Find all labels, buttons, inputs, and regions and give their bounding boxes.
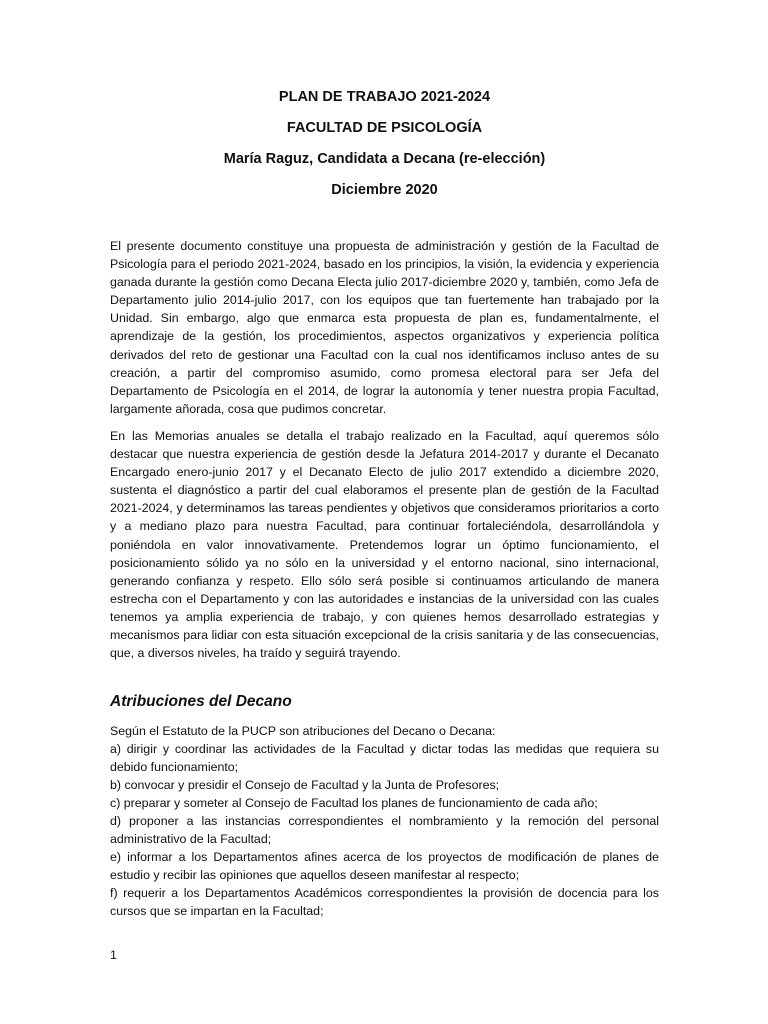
list-item: d) proponer a las instancias correspondientes el nombramiento y la remoción del personal administrativo de la Facultad; [110, 814, 659, 847]
section-heading: Atribuciones del Decano [110, 693, 292, 711]
title-block [110, 88, 659, 199]
candidate-line: María Raguz, Candidata a Decana (re-elección) [223, 151, 546, 167]
intro-paragraph: El presente documento constituye una propuesta de administración y gestión de la Facultad de Psicología para el periodo 2021-2024, basado en los principios, la visión, la evidencia y experiencia ganada durante la gestión como Decana Electa julio 2017-diciembre 2020 y, también, como Jefa de Departamento julio 2014-julio 2017, con los equipos que tan fuertemente han trabajado por la Unidad. Sin embargo, algo que enmarca esta propuesta de plan es, fundamentalmente, el aprendizaje de la gestión, los procedimientos, aspectos organizativos y experiencia política derivados del reto de gestionar una Facultad con la cual nos identificamos incluso antes de su creación, a partir del compromiso asumido, como promesa electoral para ser Jefa del Departamento de Psicología en el 2014, de lograr la autonomía y tener nuestra propia Facultad, largamente añorada, cosa que pudimos concretar. [110, 239, 659, 416]
list-item: f) requerir a los Departamentos Académicos correspondientes la provisión de docencia para los cursos que se impartan en la Facultad; [110, 886, 659, 919]
list-item: c) preparar y someter al Consejo de Facultad los planes de funcionamiento de cada año; [110, 796, 598, 811]
document-date: Diciembre 2020 [331, 182, 438, 198]
list-item: a) dirigir y coordinar las actividades de la Facultad y dictar todas las medidas que requiera su debido funcionamiento; [110, 742, 659, 775]
page-number: 1 [110, 948, 117, 962]
list-item: e) informar a los Departamentos afines acerca de los proyectos de modificación de planes de estudio y recibir las opiniones que aquellos deseen manifestar al respecto; [110, 850, 659, 883]
list-item: b) convocar y presidir el Consejo de Facultad y la Junta de Profesores; [110, 778, 500, 793]
memorias-paragraph: En las Memorias anuales se detalla el trabajo realizado en la Facultad, aquí queremos sólo destacar que nuestra experiencia de gestión desde la Jefatura 2014-2017 y durante el Decanato Encargado enero-junio 2017 y el Decanato Electo de julio 2017 extendido a diciembre 2020, sustenta el diagnóstico a partir del cual elaboramos el presente plan de gestión de la Facultad 2021-2024, y determinamos las tareas pendientes y objetivos que consideramos prioritarios a corto y a mediano plazo para nuestra Facultad, para continuar fortaleciéndola, desarrollándola y poniéndola en valor innovativamente. Pretendemos lograr un óptimo funcionamiento, el posicionamiento sólido ya no sólo en la universidad y el entorno nacional, sino internacional, generando confianza y respeto. Ello sólo será posible si continuamos articulando de manera estrecha con el Departamento y con las autoridades e instancias de la universidad con las cuales tenemos ya amplia experiencia de trabajo, y con quienes hemos desarrollado estrategias y mecanismos para lidiar con esta situación excepcional de la crisis sanitaria y de las consecuencias, que, a diversos niveles, ha traído y seguirá trayendo. [110, 428, 659, 661]
faculty-title: FACULTAD DE PSICOLOGÍA [286, 120, 483, 136]
document-title: PLAN DE TRABAJO 2021-2024 [278, 89, 491, 105]
section-intro: Según el Estatuto de la PUCP son atribuciones del Decano o Decana: [110, 724, 496, 739]
